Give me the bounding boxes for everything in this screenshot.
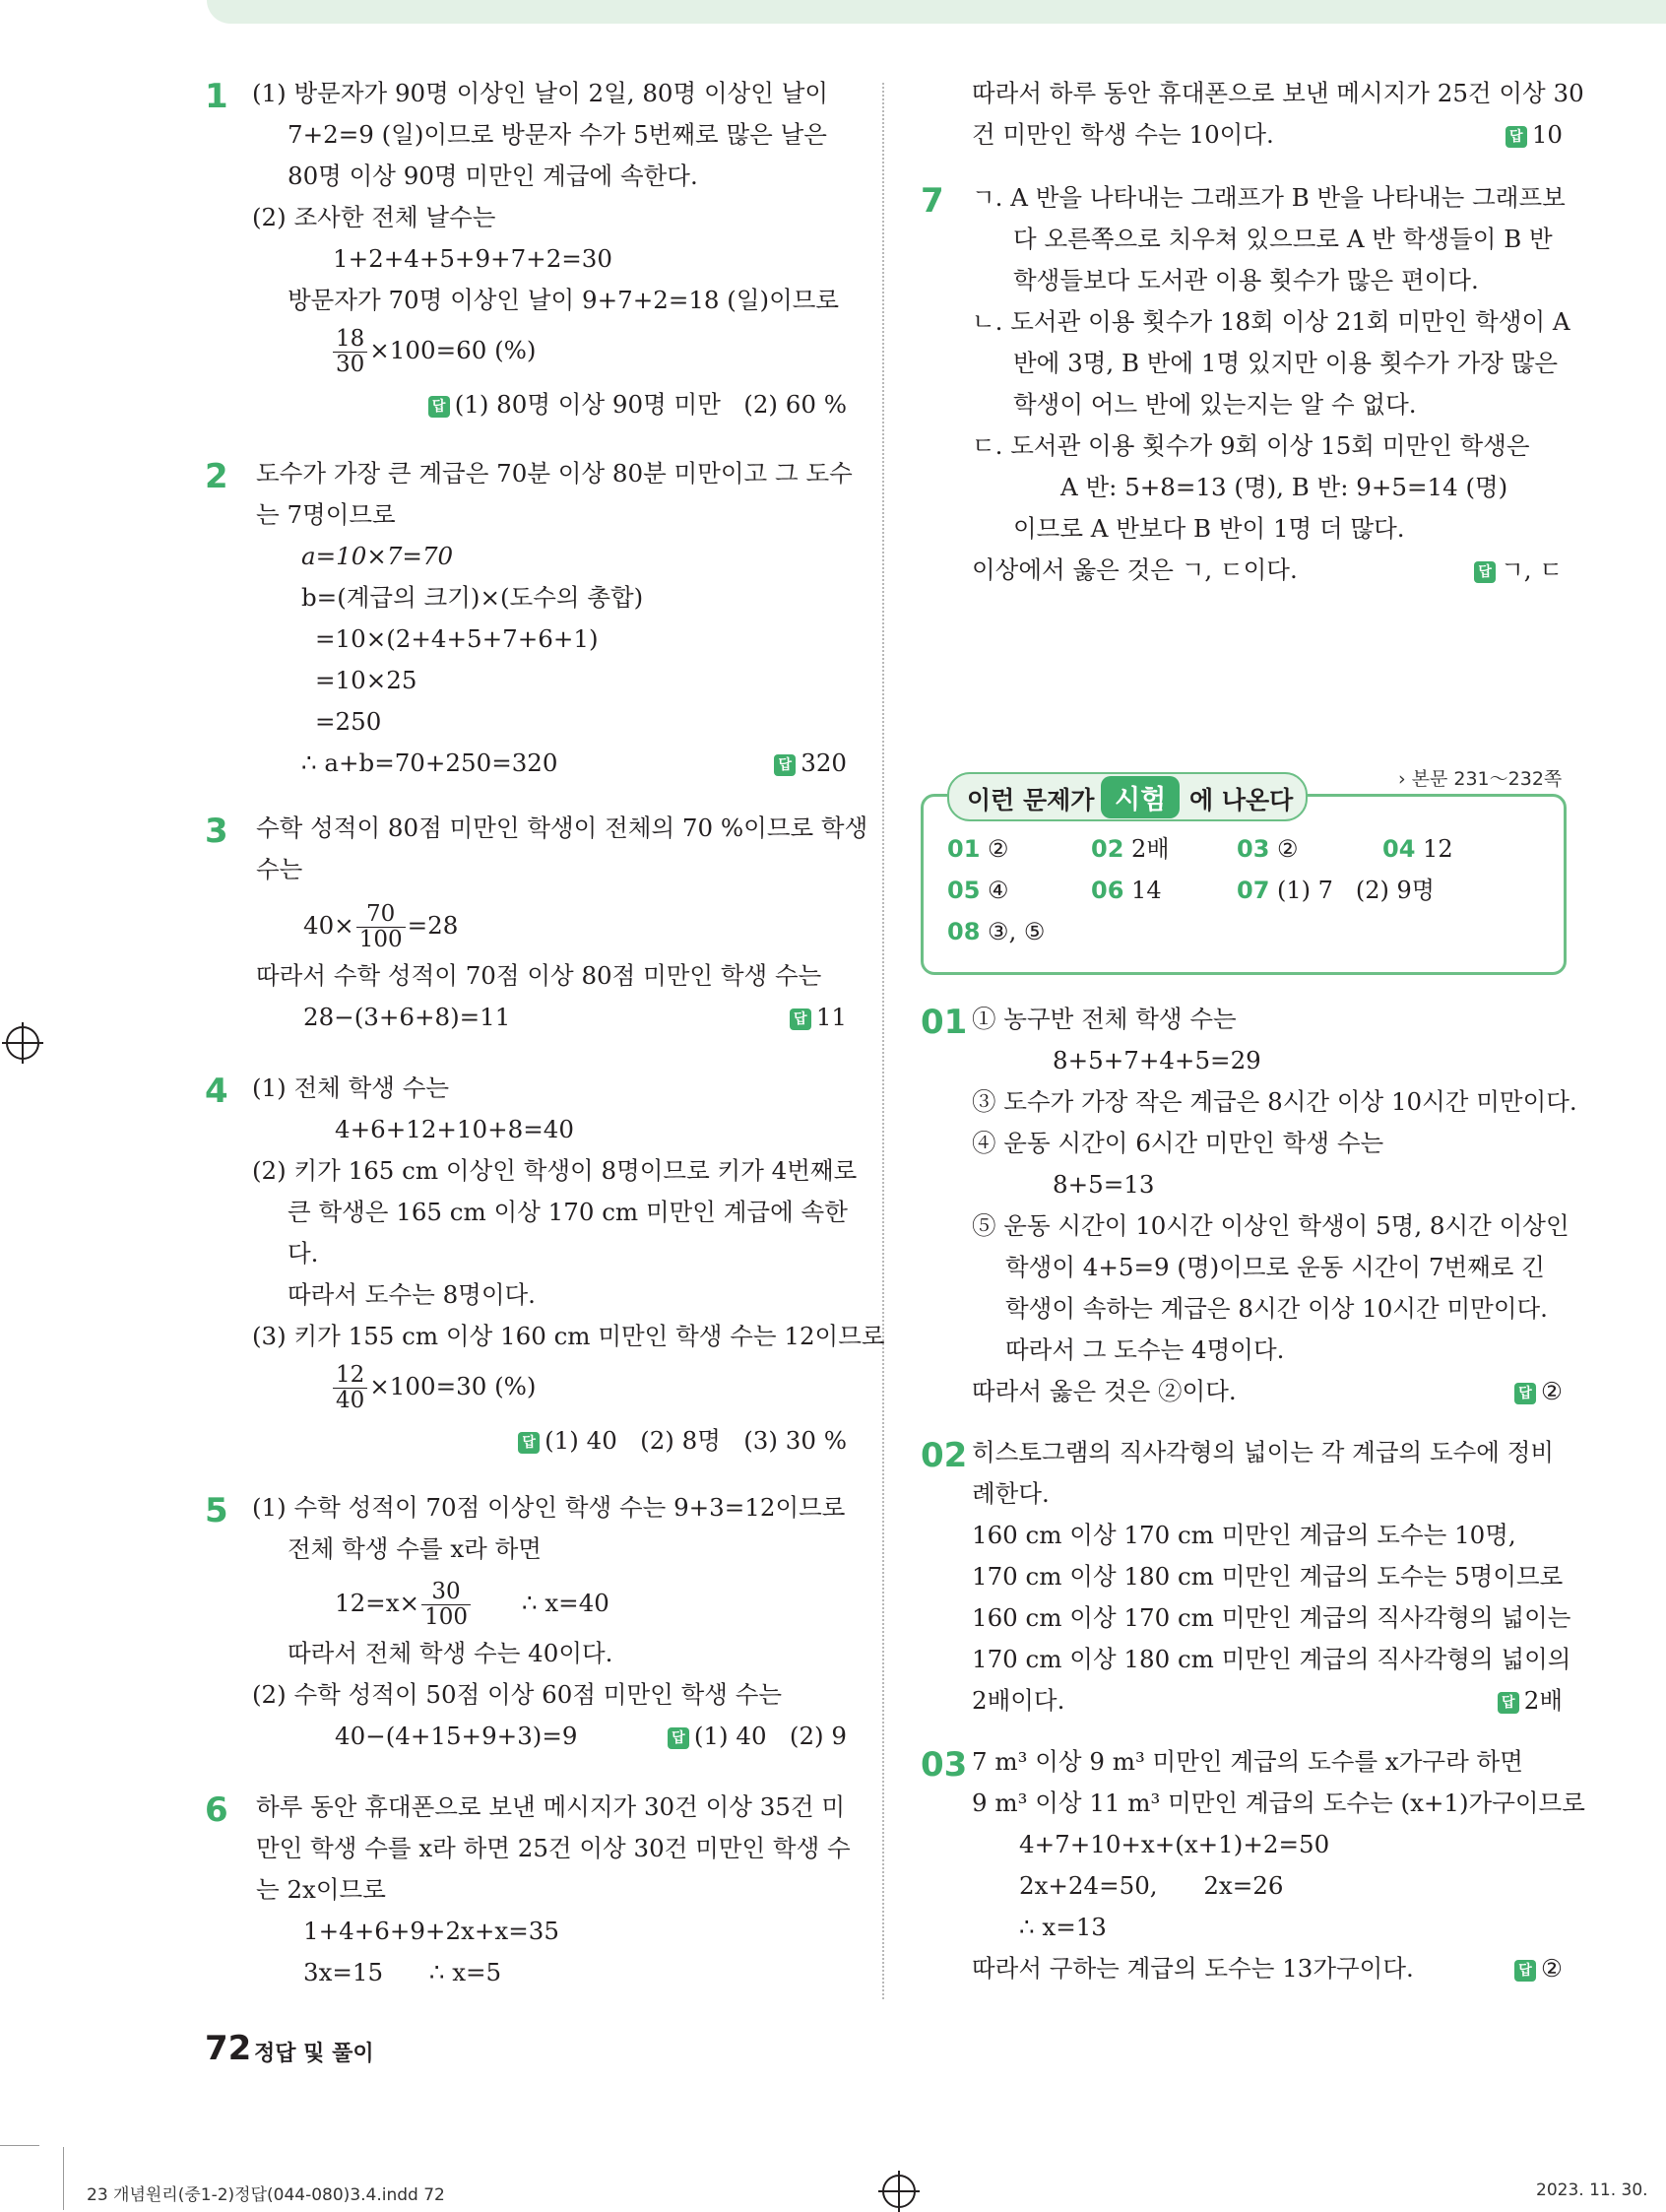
equation: A 반: 5+8=13 (명), B 반: 9+5=14 (명) bbox=[1060, 473, 1508, 501]
equation: a=10×7=70 bbox=[301, 542, 454, 570]
text-line: 례한다. bbox=[972, 1479, 1050, 1508]
text-line: (2) 수학 성적이 50점 이상 60점 미만인 학생 수는 bbox=[252, 1680, 783, 1709]
answer-mark: 답 bbox=[1474, 561, 1496, 583]
equation: b=(계급의 크기)×(도수의 총합) bbox=[301, 583, 644, 612]
answer: 답 320 bbox=[774, 747, 847, 780]
equation: =250 bbox=[315, 707, 382, 736]
problem-number: 6 bbox=[205, 1790, 228, 1830]
text-line: 건 미만인 학생 수는 10이다. bbox=[972, 120, 1274, 149]
text-line: ㄷ. 도서관 이용 횟수가 9회 이상 15회 미만인 학생은 bbox=[972, 431, 1530, 460]
text-line: 만인 학생 수를 x라 하면 25건 이상 30건 미만인 학생 수 bbox=[256, 1834, 851, 1862]
equation: 40× $\frac{70}{100}$ =28 bbox=[303, 901, 459, 952]
answer: 답 11 bbox=[790, 1001, 847, 1034]
text-line: 다 오른쪽으로 치우쳐 있으므로 A 반 학생들이 B 반 bbox=[1013, 225, 1553, 253]
answer-mark: 답 bbox=[774, 754, 796, 776]
answer-mark: 답 bbox=[428, 396, 450, 418]
text-line: 7 m³ 이상 9 m³ 미만인 계급의 도수를 x가구라 하면 bbox=[972, 1747, 1523, 1776]
problem-number: 4 bbox=[205, 1072, 228, 1111]
equation: $\frac{12}{40}$ ×100=30 (%) bbox=[331, 1363, 536, 1413]
text-line: ① 농구반 전체 학생 수는 bbox=[972, 1005, 1237, 1033]
answer: 답 (1) 40 (2) 8명 (3) 30 % bbox=[518, 1424, 847, 1458]
header-band bbox=[207, 0, 1666, 24]
text-line: 160 cm 이상 170 cm 미만인 계급의 직사각형의 넓이는 bbox=[972, 1603, 1571, 1632]
problem-number: 03 bbox=[921, 1745, 968, 1785]
answer: 답 ㄱ, ㄷ bbox=[1474, 553, 1563, 587]
equation: ∴ a+b=70+250=320 bbox=[301, 748, 558, 777]
equation: ∴ x=13 bbox=[1019, 1913, 1107, 1941]
answer: 답 (1) 40 (2) 9 bbox=[668, 1720, 847, 1753]
text-line: ㄴ. 도서관 이용 횟수가 18회 이상 21회 미만인 학생이 A bbox=[972, 307, 1570, 336]
text-line: 따라서 하루 동안 휴대폰으로 보낸 메시지가 25건 이상 30 bbox=[972, 79, 1584, 107]
problem-number: 1 bbox=[205, 77, 228, 116]
text-line: ⑤ 운동 시간이 10시간 이상인 학생이 5명, 8시간 이상인 bbox=[972, 1211, 1570, 1240]
fraction: $\frac{12}{40}$ bbox=[333, 1363, 367, 1413]
text-line: 9 m³ 이상 11 m³ 미만인 계급의 도수는 (x+1)가구이므로 bbox=[972, 1789, 1585, 1817]
text-line: 수학 성적이 80점 미만인 학생이 전체의 70 %이므로 학생 bbox=[256, 813, 868, 842]
problem-number: 02 bbox=[921, 1436, 968, 1475]
text-line: 학생들보다 도서관 이용 횟수가 많은 편이다. bbox=[1013, 266, 1479, 294]
equation: $\frac{18}{30}$ ×100=60 (%) bbox=[331, 327, 536, 377]
equation: 4+7+10+x+(x+1)+2=50 bbox=[1019, 1830, 1330, 1858]
quick-answer: 07 (1) 7 (2) 9명 bbox=[1237, 877, 1435, 904]
text-line: ③ 도수가 가장 작은 계급은 8시간 이상 10시간 미만이다. bbox=[972, 1087, 1577, 1116]
page-label: 정답 및 풀이 bbox=[254, 2042, 374, 2066]
text-line: 수는 bbox=[256, 855, 303, 883]
text-line: 따라서 그 도수는 4명이다. bbox=[1005, 1335, 1285, 1364]
equation: 2x+24=50, 2x=26 bbox=[1019, 1871, 1284, 1900]
text-line: 는 2x이므로 bbox=[256, 1875, 386, 1904]
text-line: 이상에서 옳은 것은 ㄱ, ㄷ이다. bbox=[972, 555, 1298, 584]
text-line: 따라서 도수는 8명이다. bbox=[288, 1280, 536, 1309]
column-divider bbox=[882, 83, 884, 1999]
equation: =10×25 bbox=[315, 666, 417, 694]
quick-answer: 08 ③, ⑤ bbox=[947, 918, 1046, 945]
equation: 3x=15 ∴ x=5 bbox=[303, 1958, 502, 1986]
text-line: 도수가 가장 큰 계급은 70분 이상 80분 미만이고 그 도수 bbox=[256, 459, 853, 488]
quick-answer: 02 2배 bbox=[1091, 835, 1170, 863]
problem-number: 5 bbox=[205, 1491, 228, 1530]
equation: 28−(3+6+8)=11 bbox=[303, 1003, 511, 1031]
answer: 답 (1) 80명 이상 90명 미만 (2) 60 % bbox=[428, 388, 847, 422]
quick-answer: 05 ④ bbox=[947, 877, 1009, 904]
answer-mark: 답 bbox=[1506, 126, 1527, 148]
text-line: 7+2=9 (일)이므로 방문자 수가 5번째로 많은 날은 bbox=[288, 120, 827, 149]
text-line: 이므로 A 반보다 B 반이 1명 더 많다. bbox=[1013, 514, 1405, 543]
text-line: 따라서 전체 학생 수는 40이다. bbox=[288, 1639, 613, 1667]
equation: 8+5=13 bbox=[1053, 1170, 1155, 1199]
fraction: $\frac{18}{30}$ bbox=[333, 327, 367, 377]
text-line: 80명 이상 90명 미만인 계급에 속한다. bbox=[288, 162, 698, 190]
answer: 답 2배 bbox=[1498, 1684, 1563, 1718]
text-line: 2배이다. bbox=[972, 1686, 1065, 1715]
quick-answer: 04 12 bbox=[1382, 835, 1453, 863]
answer: 답 10 bbox=[1506, 118, 1563, 152]
text-line: 학생이 속하는 계급은 8시간 이상 10시간 미만이다. bbox=[1005, 1294, 1548, 1323]
fraction: $\frac{70}{100}$ bbox=[356, 902, 406, 952]
text-line: 히스토그램의 직사각형의 넓이는 각 계급의 도수에 정비 bbox=[972, 1438, 1555, 1466]
equation: 12=x× $\frac{30}{100}$ ∴ x=40 bbox=[335, 1579, 609, 1630]
text-line: 160 cm 이상 170 cm 미만인 계급의 도수는 10명, bbox=[972, 1521, 1516, 1549]
equation: =10×(2+4+5+7+6+1) bbox=[315, 624, 599, 653]
text-line: ㄱ. A 반을 나타내는 그래프가 B 반을 나타내는 그래프보 bbox=[972, 183, 1566, 212]
text-line: 다. bbox=[288, 1239, 319, 1268]
crop-mark bbox=[0, 2145, 39, 2146]
text-line: (1) 전체 학생 수는 bbox=[252, 1073, 450, 1102]
text-line: 큰 학생은 165 cm 이상 170 cm 미만인 계급에 속한 bbox=[288, 1198, 848, 1226]
print-slug: 23 개념원리(중1-2)정답(044-080)3.4.indd 72 bbox=[87, 2185, 445, 2205]
text-line: 학생이 어느 반에 있는지는 알 수 없다. bbox=[1013, 390, 1417, 419]
problem-number: 7 bbox=[921, 181, 944, 221]
answer: 답 ② bbox=[1514, 1952, 1563, 1985]
text-line: 방문자가 70명 이상인 날이 9+7+2=18 (일)이므로 bbox=[288, 286, 840, 314]
answer: 답 ② bbox=[1514, 1375, 1563, 1408]
equation: 40−(4+15+9+3)=9 bbox=[335, 1722, 578, 1750]
text-line: (1) 방문자가 90명 이상인 날이 2일, 80명 이상인 날이 bbox=[252, 79, 829, 107]
text-line: 따라서 옳은 것은 ②이다. bbox=[972, 1377, 1237, 1405]
equation: 1+2+4+5+9+7+2=30 bbox=[333, 244, 612, 273]
text-line: (2) 키가 165 cm 이상인 학생이 8명이므로 키가 4번째로 bbox=[252, 1156, 858, 1185]
problem-number: 3 bbox=[205, 812, 228, 851]
answer-mark: 답 bbox=[1514, 1960, 1536, 1982]
quick-answer-title: 이런 문제가 시험 에 나온다 bbox=[947, 772, 1304, 819]
text-line: 전체 학생 수를 x라 하면 bbox=[288, 1534, 542, 1563]
fraction: $\frac{30}{100}$ bbox=[421, 1580, 471, 1630]
page-number: 72 bbox=[205, 2029, 252, 2068]
text-line: 반에 3명, B 반에 1명 있지만 이용 횟수가 가장 많은 bbox=[1013, 349, 1559, 377]
text-line: 하루 동안 휴대폰으로 보낸 메시지가 30건 이상 35건 미 bbox=[256, 1792, 845, 1821]
text-line: 따라서 구하는 계급의 도수는 13가구이다. bbox=[972, 1954, 1414, 1983]
problem-number: 01 bbox=[921, 1003, 968, 1042]
text-line: 는 7명이므로 bbox=[256, 500, 396, 529]
quick-answer: 01 ② bbox=[947, 835, 1009, 863]
problem-number: 2 bbox=[205, 457, 228, 496]
registration-mark-icon bbox=[6, 1026, 39, 1060]
crop-mark bbox=[63, 2147, 64, 2210]
equation: 8+5+7+4+5=29 bbox=[1053, 1046, 1261, 1074]
answer-mark: 답 bbox=[518, 1432, 540, 1454]
text-line: (2) 조사한 전체 날수는 bbox=[252, 203, 496, 231]
answer-mark: 답 bbox=[1498, 1692, 1519, 1714]
text-line: 170 cm 이상 180 cm 미만인 계급의 직사각형의 넓이의 bbox=[972, 1645, 1571, 1673]
equation: 1+4+6+9+2x+x=35 bbox=[303, 1917, 559, 1945]
text-line: (1) 수학 성적이 70점 이상인 학생 수는 9+3=12이므로 bbox=[252, 1493, 846, 1522]
text-line: 학생이 4+5=9 (명)이므로 운동 시간이 7번째로 긴 bbox=[1005, 1253, 1545, 1281]
answer-mark: 답 bbox=[1514, 1383, 1536, 1404]
registration-mark-icon bbox=[882, 2175, 916, 2208]
text-line: 170 cm 이상 180 cm 미만인 계급의 도수는 5명이므로 bbox=[972, 1562, 1564, 1591]
quick-answer: 06 14 bbox=[1091, 877, 1162, 904]
page-reference: › 본문 231～232쪽 bbox=[1398, 768, 1563, 790]
answer-mark: 답 bbox=[790, 1008, 811, 1030]
print-date: 2023. 11. 30. bbox=[1536, 2180, 1648, 2200]
answer-mark: 답 bbox=[668, 1727, 689, 1749]
equation: 4+6+12+10+8=40 bbox=[335, 1115, 574, 1143]
text-line: ④ 운동 시간이 6시간 미만인 학생 수는 bbox=[972, 1129, 1384, 1157]
quick-answer: 03 ② bbox=[1237, 835, 1299, 863]
text-line: (3) 키가 155 cm 이상 160 cm 미만인 학생 수는 12이므로 bbox=[252, 1322, 885, 1350]
text-line: 따라서 수학 성적이 70점 이상 80점 미만인 학생 수는 bbox=[256, 961, 822, 990]
